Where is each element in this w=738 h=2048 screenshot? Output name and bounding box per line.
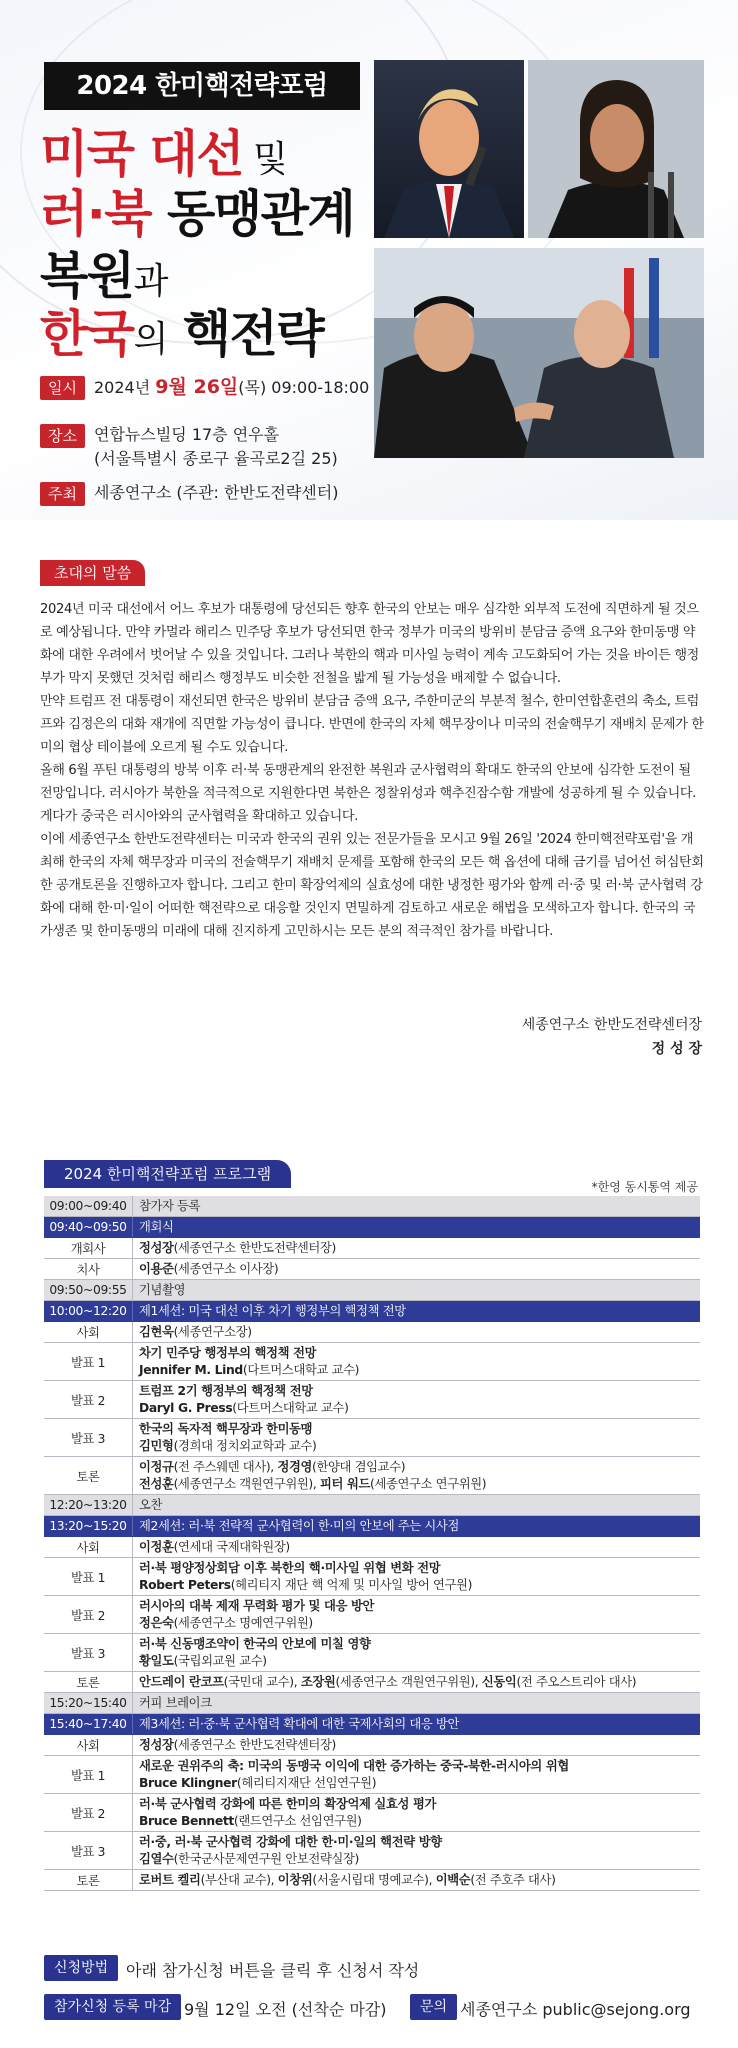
- program-line: [139, 1518, 694, 1535]
- program-line: [139, 1834, 694, 1851]
- program-content-cell: [133, 1301, 701, 1322]
- greeting-paragraph: 2024년 미국 대선에서 어느 후보가 대통령에 당선되든 향후 한국의 안보는 매우 심각한 외부적 도전에 직면하게 될 것으로 예상됩니다. 만약 카멀라 해리스 민주당 후보가 당선되면 한국 정부가 미국의 방위비 분담금 증액 요구와 한미동맹 약화에 대한 우려에서 벗어날 수 있을 것입니다. 그러나 북한의 핵과 미사일 능력이 계속 고도화되어 가는 것을 바이든 행정부가 막지 못했던 것처럼 해리스 행정부도 비슷한 전철을 밟게 될 가능성을 배제할 수 없습니다.: [40, 602, 699, 686]
- host-text: 세종연구소 (주관: 한반도전략센터): [94, 483, 339, 502]
- program-highlight: 김열수: [139, 1851, 174, 1866]
- event-name-badge: 2024 한미핵전략포럼: [44, 62, 360, 110]
- program-text: 커피 브레이크: [139, 1695, 212, 1710]
- program-text: (국민대 교수),: [223, 1674, 301, 1689]
- program-role-cell: 13:20~15:20: [44, 1516, 133, 1537]
- program-content-cell: [133, 1419, 701, 1457]
- greeting-label: 초대의 말씀: [40, 560, 145, 586]
- program-content-cell: [133, 1870, 701, 1891]
- title-text: 핵전략: [166, 305, 324, 363]
- program-row: [44, 1832, 700, 1870]
- title-text: 및: [243, 139, 287, 180]
- venue-line-1: 연합뉴스빌딩 17층 연우홀: [94, 425, 280, 444]
- session-header-row: [44, 1301, 700, 1322]
- program-line: [139, 1758, 694, 1775]
- date-highlight: 9월 26일: [155, 376, 239, 398]
- program-text: (세종연구소장): [173, 1324, 252, 1339]
- program-highlight: 정은숙: [139, 1615, 174, 1630]
- program-table: [44, 1196, 700, 1891]
- program-text: (다트머스대학교 교수): [242, 1362, 360, 1377]
- program-role-cell: 12:20~13:20: [44, 1495, 133, 1516]
- program-row: [44, 1558, 700, 1596]
- title-line-1: [40, 124, 286, 190]
- program-content-cell: [133, 1558, 701, 1596]
- program-text: (부산대 교수),: [200, 1872, 278, 1887]
- program-role-cell: 발표 2: [44, 1794, 133, 1832]
- deadline-label: 참가신청 등록 마감: [44, 1994, 181, 2020]
- program-highlight: 이정규: [139, 1459, 174, 1474]
- program-role-cell: 09:40~09:50: [44, 1217, 133, 1238]
- interpretation-note: *한영 동시통역 제공: [591, 1180, 698, 1194]
- program-line: [139, 1459, 694, 1476]
- trump-photo: [374, 60, 524, 238]
- program-row: [44, 1322, 700, 1343]
- program-highlight: 러·북 군사협력 강화에 따른 한미의 확장억제 실효성 평가: [139, 1796, 437, 1811]
- program-label: 2024 한미핵전략포럼 프로그램: [44, 1160, 291, 1188]
- program-content-cell: [133, 1756, 701, 1794]
- program-text: (세종연구소 한반도전략센터장): [173, 1737, 336, 1752]
- program-line: [139, 1303, 694, 1320]
- session-header-row: [44, 1217, 700, 1238]
- program-text: (헤리티지재단 선임연구원): [236, 1775, 377, 1790]
- program-highlight: 전성훈: [139, 1476, 174, 1491]
- program-text: (세종연구소 연구위원): [370, 1476, 487, 1491]
- program-line: [139, 1219, 694, 1236]
- program-highlight: 조장원: [300, 1674, 336, 1689]
- program-content-cell: [133, 1259, 701, 1280]
- program-highlight: 피터 워드: [319, 1476, 371, 1491]
- program-line: [139, 1345, 694, 1362]
- signer-org: 세종연구소 한반도전략센터장: [521, 1017, 702, 1033]
- program-highlight: Jennifer M. Lind: [139, 1362, 243, 1377]
- program-text: (세종연구소 명예연구위원): [173, 1615, 313, 1630]
- program-line: [139, 1737, 694, 1754]
- program-line: [139, 1383, 694, 1400]
- program-line: [139, 1813, 694, 1830]
- program-highlight: Bruce Klingner: [139, 1775, 237, 1790]
- program-text: (세종연구소 한반도전략센터장): [173, 1240, 336, 1255]
- program-row: [44, 1634, 700, 1672]
- program-role-cell: 09:50~09:55: [44, 1280, 133, 1301]
- program-role-cell: 토론: [44, 1457, 133, 1495]
- program-highlight: 이백순: [435, 1872, 471, 1887]
- program-text: (세종연구소 객원연구위원),: [173, 1476, 320, 1491]
- program-highlight: 정경영: [277, 1459, 313, 1474]
- program-highlight: 러시아의 대북 제재 무력화 평가 및 대응 방안: [139, 1598, 375, 1613]
- program-highlight: 황일도: [139, 1653, 174, 1668]
- program-role-cell: 발표 1: [44, 1343, 133, 1381]
- program-content-cell: [133, 1693, 701, 1714]
- program-row: [44, 1870, 700, 1891]
- program-content-cell: [133, 1634, 701, 1672]
- program-role-cell: 발표 1: [44, 1558, 133, 1596]
- program-content-cell: [133, 1457, 701, 1495]
- program-text: (세종연구소 객원연구위원),: [335, 1674, 482, 1689]
- program-content-cell: [133, 1196, 701, 1217]
- title-line-4: [40, 304, 323, 370]
- title-highlight: 미국 대선: [40, 125, 244, 183]
- program-line: [139, 1400, 694, 1417]
- program-line: [139, 1872, 694, 1889]
- program-content-cell: [133, 1280, 701, 1301]
- program-text: (한양대 겸임교수): [312, 1459, 406, 1474]
- host-label: 주최: [40, 482, 85, 506]
- greeting-paragraph: 이에 세종연구소 한반도전략센터는 미국과 한국의 권위 있는 전문가들을 모시고 9월 26일 '2024 한미핵전략포럼'을 개최해 한국의 자체 핵무장과 미국의 전술핵무기 재배치 문제를 포함해 한국의 모든 핵 옵션에 대해 금기를 넘어선 허심탄회한 공개토론을 진행하고자 합니다. 그리고 한미 확장억제의 실효성에 대한 냉정한 평가와 함께 러·중 및 러·북 군사협력 강화에 대해 한·미·일이 어떠한 핵전략으로 대응할 것인지 면밀하게 검토하고 새로운 해법을 모색하고자 합니다. 한국의 국가생존 및 한미동맹의 미래에 대해 진지하게 고민하시는 모든 분의 적극적인 참가를 바랍니다.: [40, 832, 704, 939]
- program-highlight: 이정훈: [139, 1539, 174, 1554]
- program-role-cell: 10:00~12:20: [44, 1301, 133, 1322]
- program-content-cell: [133, 1343, 701, 1381]
- program-text: 기념촬영: [139, 1282, 186, 1297]
- program-role-cell: 사회: [44, 1537, 133, 1558]
- program-line: [139, 1851, 694, 1868]
- program-highlight: 신동익: [481, 1674, 517, 1689]
- title-line-2: [40, 184, 354, 244]
- program-text: 개회식: [139, 1219, 174, 1234]
- program-text: 제2세션: 러·북 전략적 군사협력이 한·미의 안보에 주는 시사점: [139, 1518, 459, 1533]
- program-line: [139, 1653, 694, 1670]
- program-line: [139, 1796, 694, 1813]
- date-prefix: 2024년: [94, 378, 151, 397]
- date-suffix: (목) 09:00-18:00: [238, 378, 370, 397]
- venue-line-2: (서울특별시 종로구 율곡로2길 25): [94, 449, 338, 468]
- program-line: [139, 1560, 694, 1577]
- program-highlight: 이창위: [277, 1872, 313, 1887]
- title-text: 복원: [40, 247, 134, 305]
- time-slot-row: [44, 1495, 700, 1516]
- time-slot-row: [44, 1693, 700, 1714]
- program-highlight: 로버트 켈리: [139, 1872, 201, 1887]
- program-content-cell: [133, 1714, 701, 1735]
- greeting-body: [40, 598, 704, 943]
- title-line-3: [40, 246, 167, 312]
- program-text: (랜드연구소 선임연구원): [233, 1813, 362, 1828]
- session-header-row: [44, 1714, 700, 1735]
- program-line: [139, 1282, 694, 1299]
- contact-label: 문의: [410, 1994, 457, 2020]
- greeting-paragraph: 올해 6월 푸틴 대통령의 방북 이후 러·북 동맹관계의 완전한 복원과 군사협력의 확대도 한국의 안보에 심각한 도전이 될 전망입니다. 러시아가 북한을 적극적으로 지원한다면 북한은 정찰위성과 핵추진잠수함 개발에 성공하게 될 수 있습니다. 게다가 중국은 러시아와의 군사협력을 확대하고 있습니다.: [40, 763, 696, 824]
- program-content-cell: [133, 1495, 701, 1516]
- program-content-cell: [133, 1832, 701, 1870]
- program-highlight: 트럼프 2기 행정부의 핵정책 전망: [139, 1383, 313, 1398]
- date-text: [94, 376, 369, 399]
- program-text: (서울시립대 명예교수),: [312, 1872, 436, 1887]
- program-highlight: Robert Peters: [139, 1577, 231, 1592]
- program-content-cell: [133, 1381, 701, 1419]
- program-line: [139, 1421, 694, 1438]
- program-highlight: 이용준: [139, 1261, 174, 1276]
- title-highlight: 러·북: [40, 185, 152, 243]
- venue-label: 장소: [40, 424, 85, 448]
- program-line: [139, 1636, 694, 1653]
- program-content-cell: [133, 1735, 701, 1756]
- program-line: [139, 1775, 694, 1792]
- program-row: [44, 1794, 700, 1832]
- program-text: (전 주오스트리아 대사): [516, 1674, 637, 1689]
- program-text: (한국군사문제연구원 안보전략실장): [173, 1851, 359, 1866]
- program-highlight: Bruce Bennett: [139, 1813, 234, 1828]
- program-line: [139, 1577, 694, 1594]
- program-role-cell: 치사: [44, 1259, 133, 1280]
- title-text: 동맹관계: [151, 185, 355, 243]
- program-content-cell: [133, 1217, 701, 1238]
- program-role-cell: 15:40~17:40: [44, 1714, 133, 1735]
- program-line: [139, 1476, 694, 1493]
- program-role-cell: 토론: [44, 1672, 133, 1693]
- program-text: 오찬: [139, 1497, 163, 1512]
- program-content-cell: [133, 1516, 701, 1537]
- program-highlight: 새로운 권위주의 축: 미국의 동맹국 이익에 대한 증가하는 중국-북한-러시아의 위협: [139, 1758, 569, 1773]
- program-content-cell: [133, 1537, 701, 1558]
- program-text: (다트머스대학교 교수): [232, 1400, 349, 1415]
- program-text: 제1세션: 미국 대선 이후 차기 행정부의 핵정책 전망: [139, 1303, 406, 1318]
- program-highlight: 안드레이 란코프: [139, 1674, 224, 1689]
- program-line: [139, 1240, 694, 1257]
- program-highlight: 김현욱: [139, 1324, 174, 1339]
- program-row: [44, 1537, 700, 1558]
- program-row: [44, 1756, 700, 1794]
- program-text: 제3세션: 러·중·북 군사협력 확대에 대한 국제사회의 대응 방안: [139, 1716, 459, 1731]
- program-row: [44, 1419, 700, 1457]
- contact-text: 세종연구소 public@sejong.org: [460, 2000, 691, 2019]
- program-role-cell: 발표 3: [44, 1634, 133, 1672]
- program-line: [139, 1324, 694, 1341]
- program-row: [44, 1672, 700, 1693]
- session-header-row: [44, 1516, 700, 1537]
- program-highlight: 정성장: [139, 1240, 174, 1255]
- harris-photo: [528, 60, 704, 238]
- title-text: 과: [133, 261, 167, 302]
- program-row: [44, 1238, 700, 1259]
- title-text: 의: [133, 319, 167, 360]
- program-text: (전 주스웨덴 대사),: [173, 1459, 278, 1474]
- greeting-paragraph: 만약 트럼프 전 대통령이 재선되면 한국은 방위비 분담금 증액 요구, 주한미군의 부분적 철수, 한미연합훈련의 축소, 트럼프와 김정은의 대화 재개에 직면할 가능성이 큽니다. 반면에 한국의 자체 핵무장이나 미국의 전술핵무기 재배치 문제가 한미의 협상 테이블에 오르게 될 수도 있습니다.: [40, 694, 704, 755]
- program-role-cell: 발표 2: [44, 1596, 133, 1634]
- program-row: [44, 1735, 700, 1756]
- program-row: [44, 1381, 700, 1419]
- program-row: [44, 1596, 700, 1634]
- program-text: (전 주호주 대사): [470, 1872, 556, 1887]
- program-row: [44, 1259, 700, 1280]
- program-content-cell: [133, 1596, 701, 1634]
- program-role-cell: 사회: [44, 1735, 133, 1756]
- program-role-cell: 발표 2: [44, 1381, 133, 1419]
- program-role-cell: 개회사: [44, 1238, 133, 1259]
- program-line: [139, 1716, 694, 1733]
- program-text: (연세대 국제대학원장): [173, 1539, 290, 1554]
- program-row: [44, 1343, 700, 1381]
- program-content-cell: [133, 1322, 701, 1343]
- program-highlight: Daryl G. Press: [139, 1400, 233, 1415]
- program-highlight: 한국의 독자적 핵무장과 한미동맹: [139, 1421, 313, 1436]
- program-role-cell: 발표 3: [44, 1832, 133, 1870]
- program-line: [139, 1438, 694, 1455]
- program-highlight: 김민형: [139, 1438, 174, 1453]
- program-highlight: 차기 민주당 행정부의 핵정책 전망: [139, 1345, 317, 1360]
- program-row: [44, 1457, 700, 1495]
- program-line: [139, 1598, 694, 1615]
- program-text: 참가자 등록: [139, 1198, 201, 1213]
- program-text: (헤리티지 재단 핵 억제 및 미사일 방어 연구원): [230, 1577, 473, 1592]
- program-line: [139, 1695, 694, 1712]
- date-label: 일시: [40, 376, 85, 400]
- program-role-cell: 사회: [44, 1322, 133, 1343]
- program-text: (경희대 정치외교학과 교수): [173, 1438, 317, 1453]
- program-line: [139, 1615, 694, 1632]
- program-role-cell: 토론: [44, 1870, 133, 1891]
- program-line: [139, 1497, 694, 1514]
- apply-method-label: 신청방법: [44, 1955, 118, 1981]
- program-highlight: 러·북 신동맹조약이 한국의 안보에 미칠 영향: [139, 1636, 371, 1651]
- apply-method-text: 아래 참가신청 버튼을 클릭 후 신청서 작성: [126, 1961, 420, 1980]
- program-text: (세종연구소 이사장): [173, 1261, 279, 1276]
- program-line: [139, 1261, 694, 1278]
- program-content-cell: [133, 1794, 701, 1832]
- time-slot-row: [44, 1196, 700, 1217]
- program-highlight: 러·중, 러·북 군사협력 강화에 대한 한·미·일의 핵전략 방향: [139, 1834, 442, 1849]
- program-content-cell: [133, 1238, 701, 1259]
- program-line: [139, 1362, 694, 1379]
- title-highlight: 한국: [40, 305, 134, 363]
- kim-putin-photo: [374, 248, 704, 458]
- program-highlight: 러·북 평양정상회담 이후 북한의 핵·미사일 위협 변화 전망: [139, 1560, 441, 1575]
- signer-name: 정 성 장: [651, 1041, 702, 1057]
- program-line: [139, 1674, 694, 1691]
- program-line: [139, 1539, 694, 1556]
- time-slot-row: [44, 1280, 700, 1301]
- program-role-cell: 09:00~09:40: [44, 1196, 133, 1217]
- program-line: [139, 1198, 694, 1215]
- program-role-cell: 발표 3: [44, 1419, 133, 1457]
- deadline-text: 9월 12일 오전 (선착순 마감): [184, 2000, 387, 2019]
- program-content-cell: [133, 1672, 701, 1693]
- program-highlight: 정성장: [139, 1737, 174, 1752]
- program-text: (국립외교원 교수): [173, 1653, 267, 1668]
- program-role-cell: 발표 1: [44, 1756, 133, 1794]
- program-role-cell: 15:20~15:40: [44, 1693, 133, 1714]
